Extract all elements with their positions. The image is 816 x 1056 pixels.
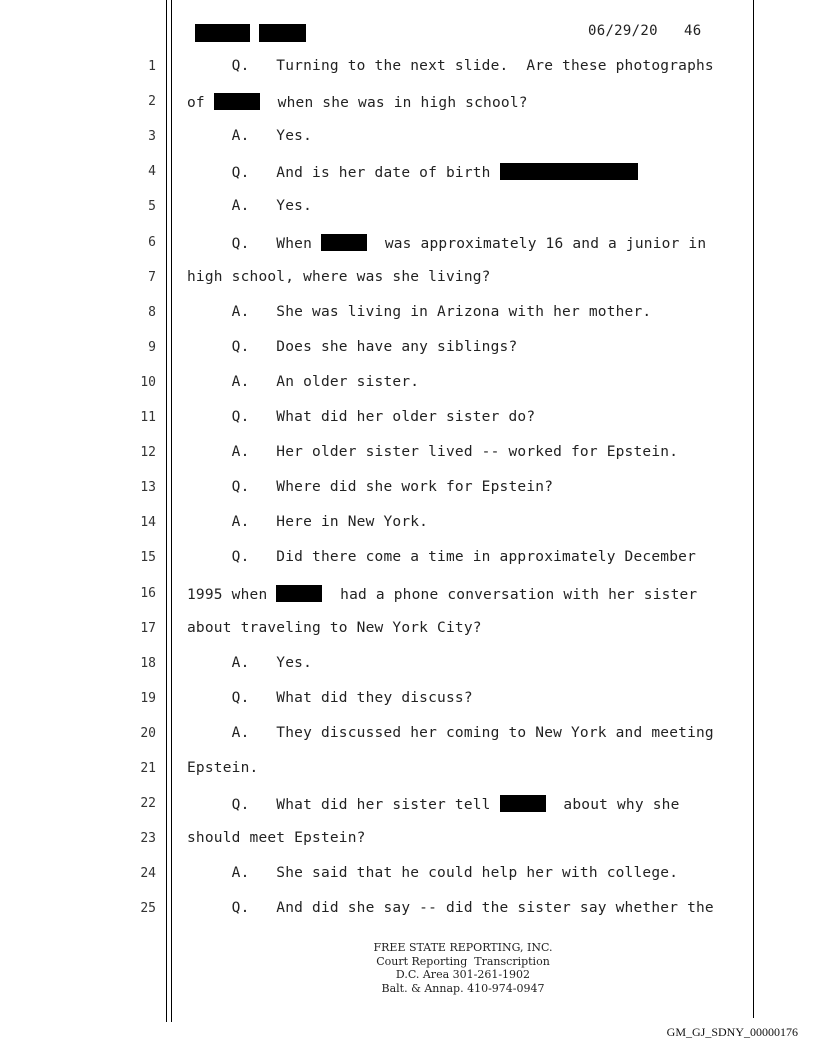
- line-text-after-redaction: about why she: [545, 797, 680, 813]
- line-number: 2: [148, 94, 156, 109]
- name-redaction: [276, 585, 322, 602]
- line-number: 16: [140, 586, 156, 601]
- footer-balt-phone: Balt. & Annap. 410-974-0947: [381, 981, 545, 995]
- line-number: 22: [140, 796, 156, 811]
- left-margin-line-outer: [166, 0, 167, 1022]
- line-text-before-redaction: of: [187, 95, 214, 111]
- transcript-line: A. She was living in Arizona with her mother.: [187, 304, 652, 320]
- transcript-line: [187, 163, 638, 181]
- line-number: 18: [140, 656, 156, 671]
- transcript-line: A. Yes.: [187, 128, 313, 144]
- transcript-line: A. They discussed her coming to New York and meeting: [187, 725, 714, 741]
- line-text-after-redaction: when she was in high school?: [259, 95, 528, 111]
- transcript-line: [187, 234, 706, 252]
- line-number: 17: [140, 621, 156, 636]
- transcript-line: Q. Where did she work for Epstein?: [187, 479, 554, 495]
- line-number: 3: [148, 129, 156, 144]
- line-number: 24: [140, 866, 156, 881]
- reporter-footer: [300, 941, 626, 995]
- line-number: 13: [140, 480, 156, 495]
- line-number: 25: [140, 901, 156, 916]
- header-date-page: 06/29/20 46: [588, 23, 702, 39]
- name-redaction: [214, 93, 260, 110]
- line-number: 14: [140, 515, 156, 530]
- line-text-after-redaction: was approximately 16 and a junior in: [366, 236, 707, 252]
- line-number: 15: [140, 550, 156, 565]
- header-redaction-1: [195, 24, 250, 42]
- line-number: 20: [140, 726, 156, 741]
- transcript-line: A. Here in New York.: [187, 514, 429, 530]
- line-number: 11: [140, 410, 156, 425]
- transcript-line: A. Yes.: [187, 655, 313, 671]
- transcript-line: A. She said that he could help her with college.: [187, 865, 679, 881]
- line-number: 12: [140, 445, 156, 460]
- transcript-line: Q. What did they discuss?: [187, 690, 473, 706]
- transcript-line: Q. What did her older sister do?: [187, 409, 536, 425]
- name-redaction: [321, 234, 367, 251]
- name-redaction: [500, 795, 546, 812]
- line-number: 21: [140, 761, 156, 776]
- line-number: 5: [148, 199, 156, 214]
- line-text-before-redaction: Q. When: [187, 236, 321, 252]
- transcript-line: Q. Turning to the next slide. Are these photographs: [187, 58, 714, 74]
- transcript-line: Epstein.: [187, 760, 259, 776]
- right-margin-line: [753, 0, 754, 1018]
- line-text-after-redaction: had a phone conversation with her sister: [322, 587, 698, 603]
- line-number: 4: [148, 164, 156, 179]
- line-number: 19: [140, 691, 156, 706]
- line-number: 1: [148, 59, 156, 74]
- transcript-line: about traveling to New York City?: [187, 620, 482, 636]
- line-text-before-redaction: Q. And is her date of birth: [187, 165, 500, 181]
- line-number: 8: [148, 305, 156, 320]
- line-text-before-redaction: Q. What did her sister tell: [187, 797, 500, 813]
- footer-services: Court Reporting Transcription: [376, 954, 550, 968]
- transcript-line: [187, 585, 697, 603]
- transcript-line: Q. And did she say -- did the sister say whether the: [187, 900, 714, 916]
- footer-company: FREE STATE REPORTING, INC.: [373, 941, 553, 954]
- transcript-line: high school, where was she living?: [187, 269, 491, 285]
- footer-dc-phone: D.C. Area 301-261-1902: [395, 968, 531, 981]
- line-text-before-redaction: 1995 when: [187, 587, 277, 603]
- line-number: 23: [140, 831, 156, 846]
- transcript-line: [187, 795, 680, 813]
- line-number: 10: [140, 375, 156, 390]
- transcript-line: Q. Did there come a time in approximately December: [187, 549, 696, 565]
- line-number: 7: [148, 270, 156, 285]
- line-number: 6: [148, 235, 156, 250]
- transcript-line: A. Yes.: [187, 198, 313, 214]
- bates-number: GM_GJ_SDNY_00000176: [666, 1025, 798, 1039]
- left-margin-line-inner: [171, 0, 172, 1022]
- header-redaction-2: [259, 24, 306, 42]
- transcript-line: Q. Does she have any siblings?: [187, 339, 518, 355]
- transcript-line: A. An older sister.: [187, 374, 420, 390]
- transcript-line: should meet Epstein?: [187, 830, 366, 846]
- transcript-line: A. Her older sister lived -- worked for Epstein.: [187, 444, 679, 460]
- line-number: 9: [148, 340, 156, 355]
- name-redaction: [500, 163, 638, 180]
- transcript-line: [187, 93, 528, 111]
